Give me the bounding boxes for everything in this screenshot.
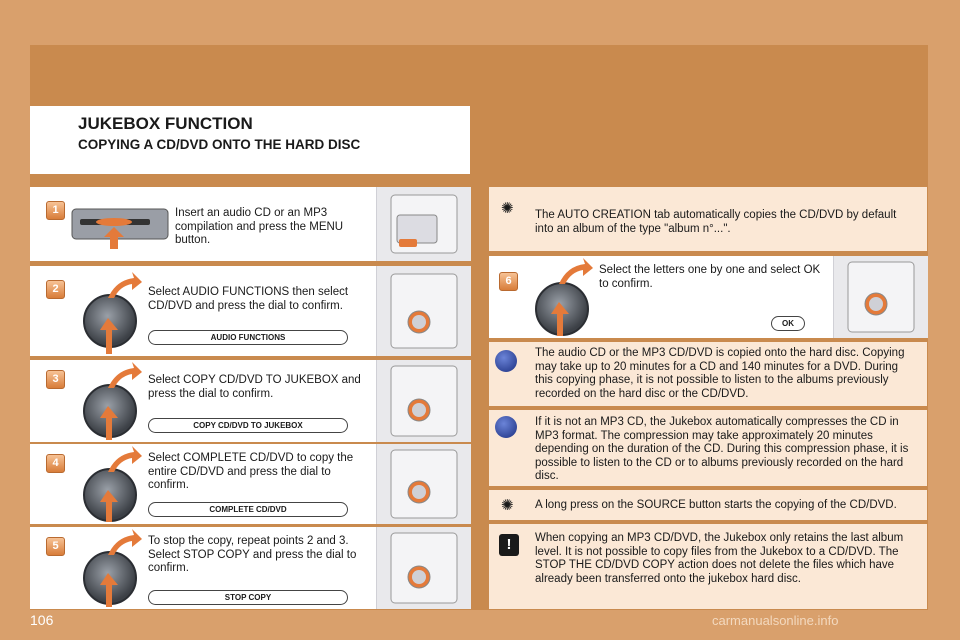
page-subtitle: COPYING A CD/DVD ONTO THE HARD DISC [78,137,361,152]
step-text: Select AUDIO FUNCTIONS then select CD/DVD and press the dial to confirm. [148,286,349,312]
note-copy-time [489,342,927,406]
watermark: carmanualsonline.info [712,613,839,628]
note-warning [489,524,927,609]
note-text: The AUTO CREATION tab automatically copies the CD/DVD by default into an album of the type "album n°...". [535,209,897,235]
head-unit-screenshot [376,527,471,609]
step-panel-6 [489,256,927,338]
step-panel-3 [30,360,470,442]
sun-icon: ✺ [501,497,514,514]
head-unit-screenshot [376,444,471,524]
head-unit-screenshot [376,266,471,356]
step-number-badge: 5 [46,537,65,556]
page-number: 106 [30,612,54,628]
step-text: Select the letters one by one and select OK to confirm. [599,264,821,290]
menu-label-pill: COMPLETE CD/DVD [148,502,348,517]
cd-player-icon [70,201,170,251]
arrow-icon [94,527,144,609]
arrow-icon [545,256,595,338]
step-panel-4 [30,444,470,524]
step-panel-1 [30,187,470,261]
info-bullet-icon [495,416,517,438]
note-compression [489,410,927,486]
step-number-badge: 1 [46,201,65,220]
note-auto-creation [489,187,927,251]
menu-label-pill: COPY CD/DVD TO JUKEBOX [148,418,348,433]
step-number-badge: 2 [46,280,65,299]
info-bullet-icon [495,350,517,372]
step-number-badge: 6 [499,272,518,291]
step-text: Select COPY CD/DVD TO JUKEBOX and press the dial to confirm. [148,374,361,400]
note-text: If it is not an MP3 CD, the Jukebox automatically compresses the CD in MP3 format. The compression may take approximately 20 minutes depending on the duration of the CD. During this compression phase, it is possible to listen to the CD or to albums previously recorded on the hard disc. [535,416,909,482]
step-text: Insert an audio CD or an MP3 compilation and press the MENU button. [175,207,344,246]
step-number-badge: 3 [46,370,65,389]
head-unit-screenshot [376,360,471,442]
arrow-icon [94,268,144,358]
menu-label-pill: STOP COPY [148,590,348,605]
head-unit-screenshot [833,256,928,338]
note-text: A long press on the SOURCE button starts the copying of the CD/DVD. [535,499,897,511]
title-box [30,106,470,174]
ok-label-pill: OK [771,316,805,331]
note-text: When copying an MP3 CD/DVD, the Jukebox only retains the last album level. It is not possible to copy files from the Jukebox to a CD/DVD. The STOP THE CD/DVD COPY action does not delete the files which have already been transferred onto the jukebox hard disc. [535,532,904,585]
arrow-icon [94,444,144,524]
note-text: The audio CD or the MP3 CD/DVD is copied onto the hard disc. Copying may take up to 20 minutes for a CD and 140 minutes for a DVD. During this copying phase, it is not possible to listen to the albums previously recorded on the hard disc or the CD/DVD. [535,347,905,400]
note-long-press [489,490,927,520]
step-panel-5 [30,527,470,609]
step-panel-2 [30,266,470,356]
arrow-icon [94,360,144,442]
step-number-badge: 4 [46,454,65,473]
head-unit-screenshot [376,187,471,261]
step-text: To stop the copy, repeat points 2 and 3. Select STOP COPY and press the dial to confirm. [148,535,357,574]
warning-exclamation-icon: ! [499,534,519,556]
menu-label-pill: AUDIO FUNCTIONS [148,330,348,345]
sun-icon: ✺ [501,200,514,217]
step-text: Select COMPLETE CD/DVD to copy the entire CD/DVD and press the dial to confirm. [148,452,354,491]
page-title: JUKEBOX FUNCTION [78,114,253,133]
